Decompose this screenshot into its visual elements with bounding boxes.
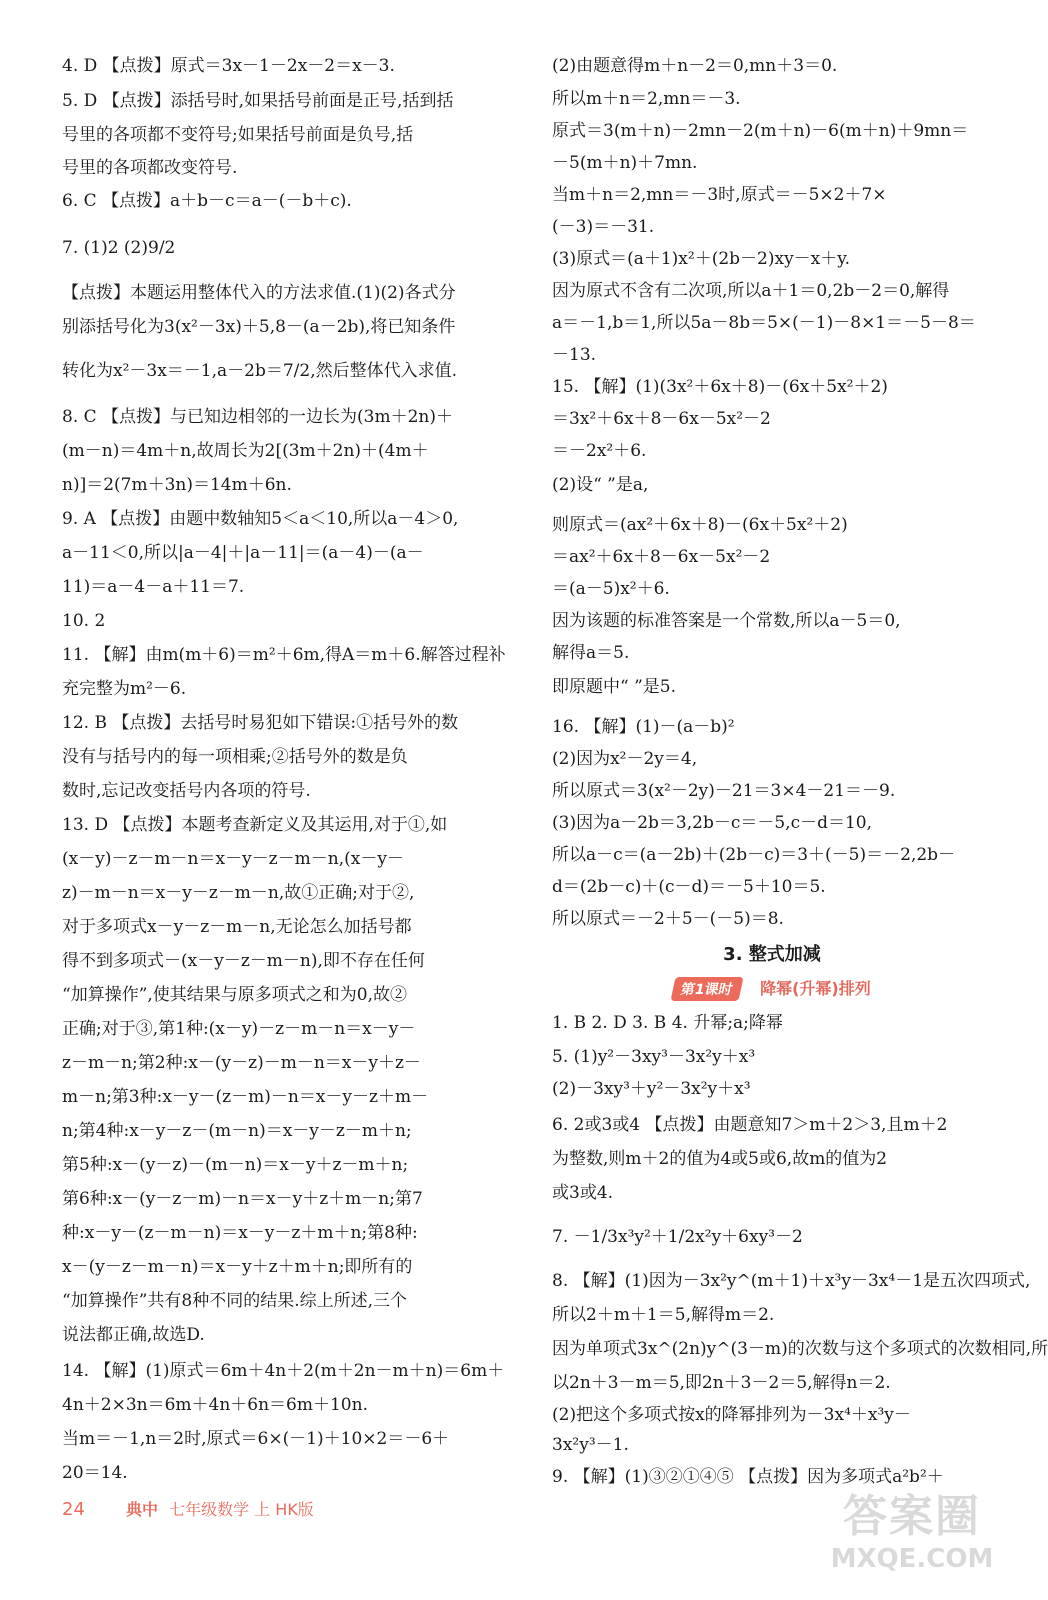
answer-line: 以2n＋3－m＝5,即2n＋3－2＝5,解得n＝2. [552,1373,891,1393]
answer-line: 没有与括号内的每一项相乘;②括号外的数是负 [62,747,408,767]
answer-line: 第6种:x－(y－z－m)－n＝x－y＋z＋m－n;第7 [62,1189,423,1209]
answer-line: “加算操作”共有8种不同的结果.综上所述,三个 [62,1291,408,1311]
answer-line: 或3或4. [552,1183,614,1203]
answer-line: 号里的各项都改变符号. [62,158,238,178]
answer-line: ＝(a－5)x²＋6. [552,579,670,599]
answer-line: (2)因为x²－2y＝4, [552,749,698,769]
answer-line: 别添括号化为3(x²－3x)＋5,8－(a－2b),将已知条件 [62,317,456,337]
answer-line: m－n;第3种:x－y－(z－m)－n＝x－y－z＋m－ [62,1087,429,1107]
answer-line: 解得a＝5. [552,643,630,663]
answer-line: 当m＝－1,n＝2时,原式＝6×(－1)＋10×2＝－6＋ [62,1429,450,1449]
answer-line: 12. B 【点拨】去括号时易犯如下错误:①括号外的数 [62,713,459,733]
answer-line: (2)由题意得m＋n－2＝0,mn＋3＝0. [552,56,838,76]
page-footer [62,1497,314,1520]
section-title: 3. 整式加减 [723,944,821,965]
answer-line: 11)＝a－4－a＋11＝7. [62,577,245,597]
answer-line: 转化为x²－3x＝－1,a－2b＝7/2,然后整体代入求值. [62,361,458,381]
lesson-topic: 降幂(升幂)排列 [760,979,871,998]
answer-line: 3x²y³－1. [552,1435,629,1455]
answer-line: 即原题中“ ”是5. [552,677,677,697]
answer-line: 6. 2或3或4 【点拨】由题意知7＞m＋2＞3,且m＋2 [552,1115,948,1135]
answer-line: 数时,忘记改变括号内各项的符号. [62,781,311,801]
answer-line: (x－y)－z－m－n＝x－y－z－m－n,(x－y－ [62,849,404,869]
answer-line: a＝－1,b＝1,所以5a－8b＝5×(－1)－8×1＝－5－8＝ [552,313,976,333]
answer-line: 7. －1/3x³y²＋1/2x²y＋6xy³－2 [552,1227,803,1247]
answer-line: x－(y－z－m－n)＝x－y＋z＋m＋n;即所有的 [62,1257,413,1277]
answer-line: 20＝14. [62,1463,128,1483]
lesson-badge: 第1课时 [671,977,744,1001]
answer-line: 所以原式＝3(x²－2y)－21＝3×4－21＝－9. [552,781,896,801]
answer-line: 正确;对于③,第1种:(x－y)－z－m－n＝x－y－ [62,1019,416,1039]
answer-line: 得不到多项式－(x－y－z－m－n),即不存在任何 [62,951,425,971]
answer-line: 所以a－c＝(a－2b)＋(2b－c)＝3＋(－5)＝－2,2b－ [552,845,956,865]
answer-line: 1. B 2. D 3. B 4. 升幂;a;降幂 [552,1013,783,1033]
answer-line: 因为单项式3x^(2n)y^(3－m)的次数与这个多项式的次数相同,所 [552,1339,1048,1359]
answer-line: 11. 【解】由m(m＋6)＝m²＋6m,得A＝m＋6.解答过程补 [62,645,506,665]
answer-line: 4n＋2×3n＝6m＋4n＋6n＝6m＋10n. [62,1395,368,1415]
answer-line: ＝3x²＋6x＋8－6x－5x²－2 [552,409,771,429]
answer-line: 16. 【解】(1)－(a－b)² [552,717,735,737]
answer-line: 6. C 【点拨】a＋b－c＝a－(－b＋c). [62,191,352,211]
answer-line: 8. C 【点拨】与已知边相邻的一边长为(3m＋2n)＋ [62,407,453,427]
answer-line: 所以m＋n＝2,mn＝－3. [552,89,741,109]
answer-line: 第5种:x－(y－z)－(m－n)＝x－y＋z－m＋n; [62,1155,409,1175]
answer-line: (3)因为a－2b＝3,2b－c＝－5,c－d＝10, [552,813,873,833]
answer-line: －13. [552,345,597,365]
book-title: 七年级数学 上 HK版 [169,1500,314,1519]
answer-line: 因为该题的标准答案是一个常数,所以a－5＝0, [552,611,901,631]
answer-line: z－m－n;第2种:x－(y－z)－m－n＝x－y＋z－ [62,1053,421,1073]
answer-line: z)－m－n＝x－y－z－m－n,故①正确;对于②, [62,883,415,903]
answer-line: 对于多项式x－y－z－m－n,无论怎么加括号都 [62,917,412,937]
answer-line: (－3)＝－31. [552,217,655,237]
answer-line: 充完整为m²－6. [62,679,187,699]
answer-line: (m－n)＝4m＋n,故周长为2[(3m＋2n)＋(4m＋ [62,441,429,461]
answer-line: 7. (1)2 (2)9/2 [62,238,176,258]
answer-line: 则原式＝(ax²＋6x＋8)－(6x＋5x²＋2) [552,515,848,535]
answer-line: 所以2＋m＋1＝5,解得m＝2. [552,1305,775,1325]
answer-line: 13. D 【点拨】本题考查新定义及其运用,对于①,如 [62,815,448,835]
page-number: 24 [62,1499,85,1520]
answer-line: 9. A 【点拨】由题中数轴知5＜a＜10,所以a－4＞0, [62,509,459,529]
answer-line: “加算操作”,使其结果与原多项式之和为0,故② [62,985,408,1005]
watermark-logo: 答案圈 [843,1491,981,1542]
answer-line: 8. 【解】(1)因为－3x²y^(m＋1)＋x³y－3x⁴－1是五次四项式, [552,1271,1031,1291]
answer-line: 10. 2 [62,611,106,631]
answer-line: 种:x－y－(z－m－n)＝x－y－z＋m＋n;第8种: [62,1223,418,1243]
answer-line: (2)设“ ”是a, [552,475,649,495]
watermark [812,1480,1012,1590]
answer-line: n)]＝2(7m＋3n)＝14m＋6n. [62,475,292,495]
answer-line: 原式＝3(m＋n)－2mn－2(m＋n)－6(m＋n)＋9mn＝ [552,121,969,141]
answer-line: 15. 【解】(1)(3x²＋6x＋8)－(6x＋5x²＋2) [552,377,888,397]
lesson-header [552,976,992,1001]
answer-line: 5. D 【点拨】添括号时,如果括号前面是正号,括到括 [62,91,454,111]
answer-line: n;第4种:x－y－z－(m－n)＝x－y－z－m＋n; [62,1121,412,1141]
answer-line: a－11＜0,所以|a－4|＋|a－11|＝(a－4)－(a－ [62,543,424,563]
answer-line: 5. (1)y²－3xy³－3x²y＋x³ [552,1047,756,1067]
answer-line: 所以原式＝－2＋5－(－5)＝8. [552,909,784,929]
answer-line: 号里的各项都不变符号;如果括号前面是负号,括 [62,125,414,145]
answer-line: (3)原式＝(a＋1)x²＋(2b－2)xy－x＋y. [552,249,851,269]
answer-line: 9. 【解】(1)③②①④⑤ 【点拨】因为多项式a²b²＋ [552,1467,944,1487]
answer-line: 说法都正确,故选D. [62,1325,205,1345]
answer-line: －5(m＋n)＋7mn. [552,153,698,173]
brand-logo: 典中 [126,1500,159,1519]
answer-line: 14. 【解】(1)原式＝6m＋4n＋2(m＋2n－m＋n)＝6m＋ [62,1361,505,1381]
answer-line: (2)把这个多项式按x的降幂排列为－3x⁴＋x³y－ [552,1405,911,1425]
answer-line: 当m＋n＝2,mn＝－3时,原式＝－5×2＋7× [552,185,887,205]
answer-line: d＝(2b－c)＋(c－d)＝－5＋10＝5. [552,877,826,897]
answer-line: (2)－3xy³＋y²－3x²y＋x³ [552,1079,751,1099]
answer-line: ＝ax²＋6x＋8－6x－5x²－2 [552,547,771,567]
answer-line: 因为原式不含有二次项,所以a＋1＝0,2b－2＝0,解得 [552,281,950,301]
answer-line: 4. D 【点拨】原式＝3x－1－2x－2＝x－3. [62,56,395,76]
answer-line: 为整数,则m＋2的值为4或5或6,故m的值为2 [552,1149,888,1169]
watermark-url: MXQE.COM [830,1544,994,1574]
answer-line: ＝－2x²＋6. [552,441,647,461]
answer-line: 【点拨】本题运用整体代入的方法求值.(1)(2)各式分 [62,283,456,303]
